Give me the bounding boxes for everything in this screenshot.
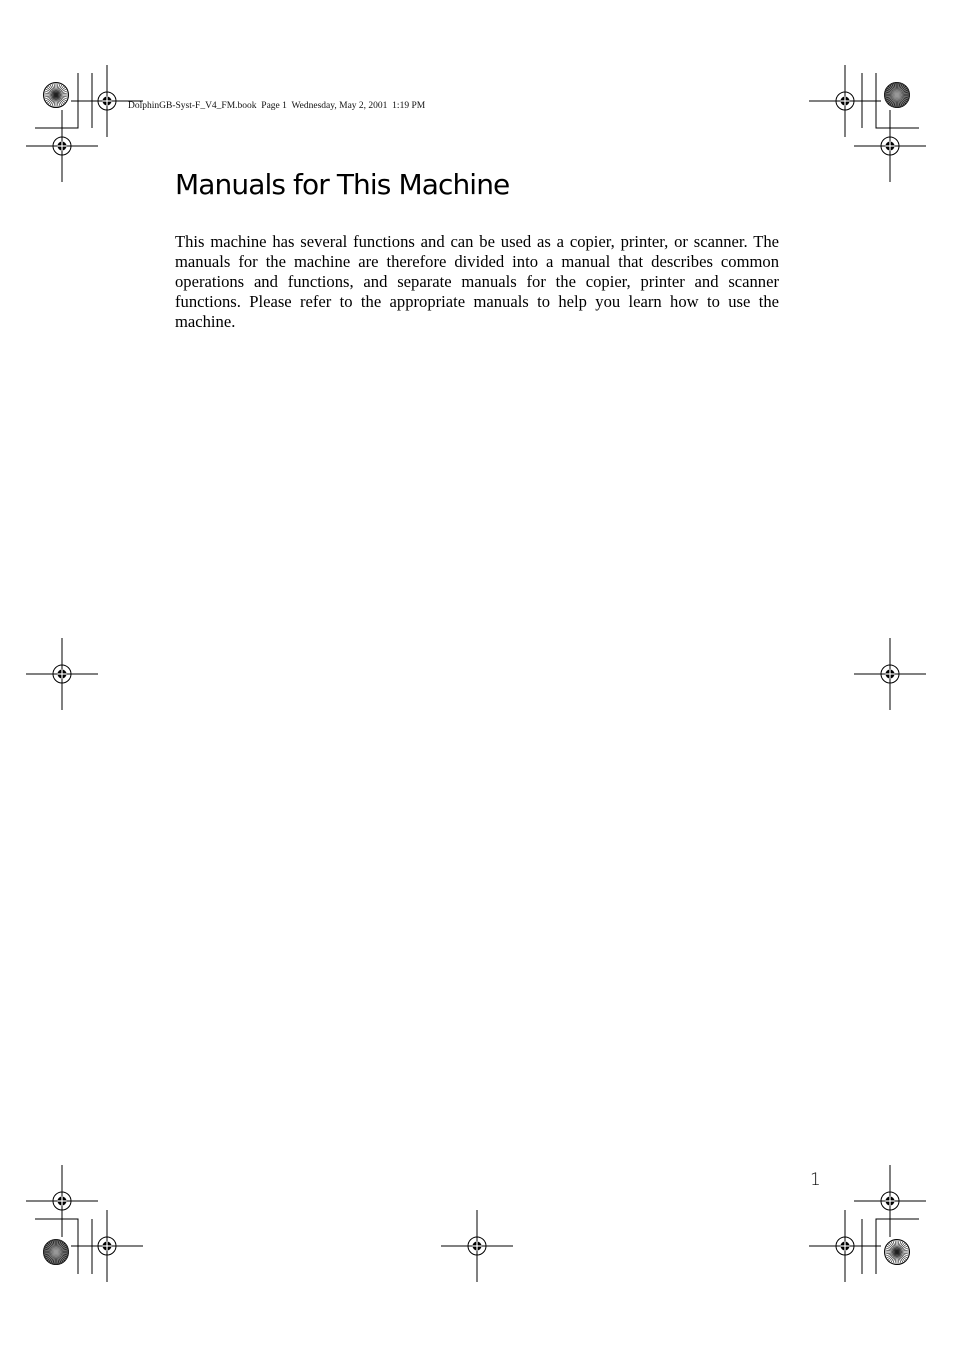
registration-mark-icon (854, 1165, 926, 1237)
color-wheel-icon (885, 83, 910, 108)
file-slug: DolphinGB-Syst-F_V4_FM.book Page 1 Wednesday, May 2, 2001 1:19 PM (128, 101, 426, 111)
color-wheel-icon (885, 1240, 910, 1265)
registration-mark-icon (71, 1210, 143, 1282)
color-wheel-icon (44, 1240, 69, 1265)
registration-mark-icon (854, 638, 926, 710)
registration-mark-icon (26, 1165, 98, 1237)
registration-mark-icon (26, 638, 98, 710)
registration-mark-icon (441, 1210, 513, 1282)
registration-mark-icon (809, 1210, 881, 1282)
page-number: 1 (810, 1170, 821, 1190)
color-wheel-icon (44, 83, 69, 108)
registration-mark-icon (809, 65, 881, 137)
intro-paragraph: This machine has several functions and can be used as a copier, printer, or scanner. The manuals for the machine are therefore divided into a manual that describes common operations and functions, and separate manuals for the copier, printer and scanner functions. Please refer to the appropriate manuals to help you learn how to use the machine. (175, 232, 779, 331)
registration-mark-icon (26, 110, 98, 182)
registration-mark-icon (854, 110, 926, 182)
page-title: Manuals for This Machine (175, 168, 510, 201)
